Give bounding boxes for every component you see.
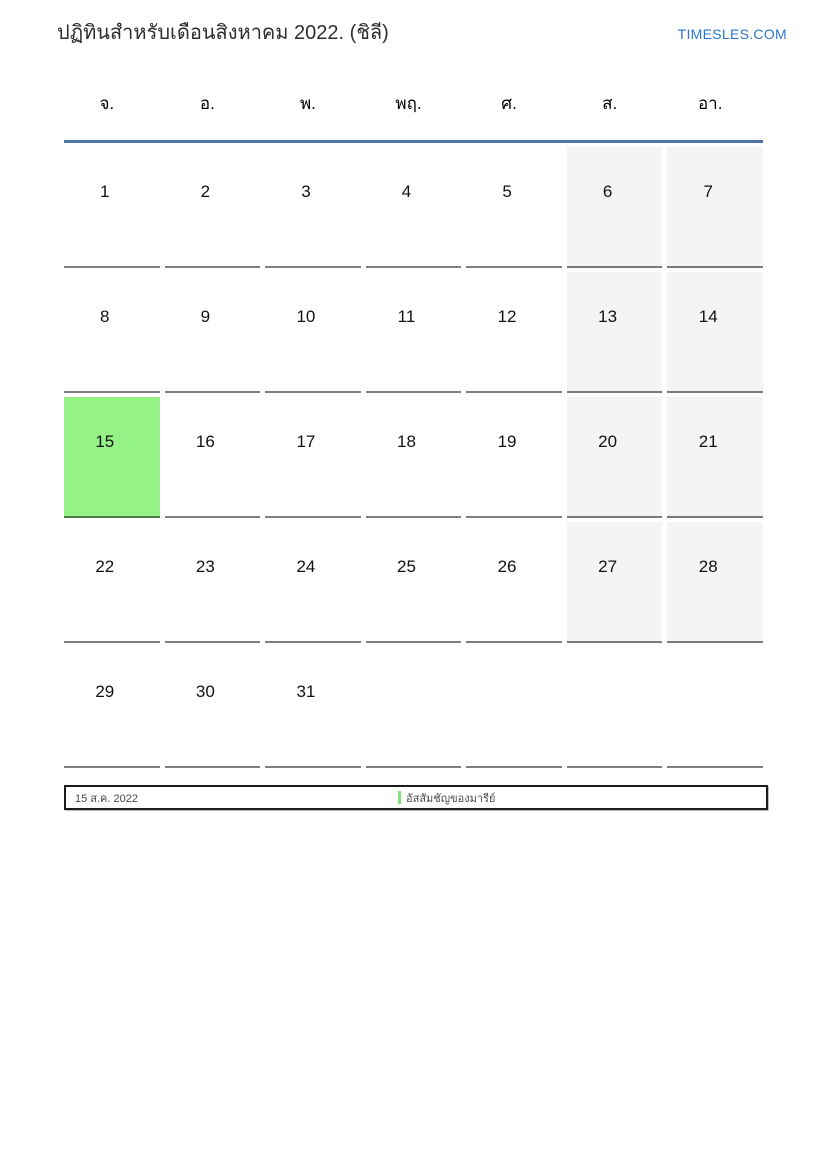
top-bar (0, 0, 827, 47)
weekday-header-row (64, 92, 763, 116)
day-cell-23: 23 (165, 522, 261, 643)
site-link[interactable]: TIMESLES.COM (677, 26, 787, 42)
day-cell-empty (667, 647, 763, 768)
day-cell-6: 6 (567, 147, 663, 268)
calendar-grid (64, 147, 763, 768)
event-marker-icon (398, 791, 401, 804)
day-cell-5: 5 (466, 147, 562, 268)
event-title: อัสสัมชัญของมารีย์ (406, 792, 496, 805)
day-cell-16: 16 (165, 397, 261, 518)
day-cell-11: 11 (366, 272, 462, 393)
day-cell-14: 14 (667, 272, 763, 393)
event-legend-bar (64, 785, 768, 810)
page-title: ปฏิทินสำหรับเดือนสิงหาคม 2022. (ชิลี) (57, 22, 389, 44)
day-cell-28: 28 (667, 522, 763, 643)
day-cell-24: 24 (265, 522, 361, 643)
day-cell-2: 2 (165, 147, 261, 268)
day-cell-25: 25 (366, 522, 462, 643)
day-cell-21: 21 (667, 397, 763, 518)
weekday-header-3: พ. (299, 94, 316, 113)
event-entry (398, 787, 495, 808)
day-cell-8: 8 (64, 272, 160, 393)
weekday-header-6: ส. (602, 94, 618, 113)
day-cell-27: 27 (567, 522, 663, 643)
day-cell-31: 31 (265, 647, 361, 768)
day-cell-12: 12 (466, 272, 562, 393)
weekday-header-4: พฤ. (395, 94, 422, 113)
day-cell-empty (366, 647, 462, 768)
day-cell-15: 15 (64, 397, 160, 518)
day-cell-9: 9 (165, 272, 261, 393)
day-cell-19: 19 (466, 397, 562, 518)
day-cell-3: 3 (265, 147, 361, 268)
day-cell-30: 30 (165, 647, 261, 768)
day-cell-17: 17 (265, 397, 361, 518)
weekday-header-2: อ. (199, 94, 215, 113)
weekday-separator-line (64, 140, 763, 143)
event-date: 15 ส.ค. 2022 (75, 792, 139, 805)
day-cell-29: 29 (64, 647, 160, 768)
weekday-header-7: อา. (697, 94, 723, 113)
day-cell-1: 1 (64, 147, 160, 268)
day-cell-4: 4 (366, 147, 462, 268)
calendar (64, 92, 763, 768)
day-cell-10: 10 (265, 272, 361, 393)
day-cell-7: 7 (667, 147, 763, 268)
day-cell-empty (466, 647, 562, 768)
day-cell-empty (567, 647, 663, 768)
day-cell-26: 26 (466, 522, 562, 643)
day-cell-22: 22 (64, 522, 160, 643)
day-cell-20: 20 (567, 397, 663, 518)
weekday-header-1: จ. (99, 94, 115, 113)
weekday-header-5: ศ. (501, 94, 517, 113)
day-cell-18: 18 (366, 397, 462, 518)
day-cell-13: 13 (567, 272, 663, 393)
